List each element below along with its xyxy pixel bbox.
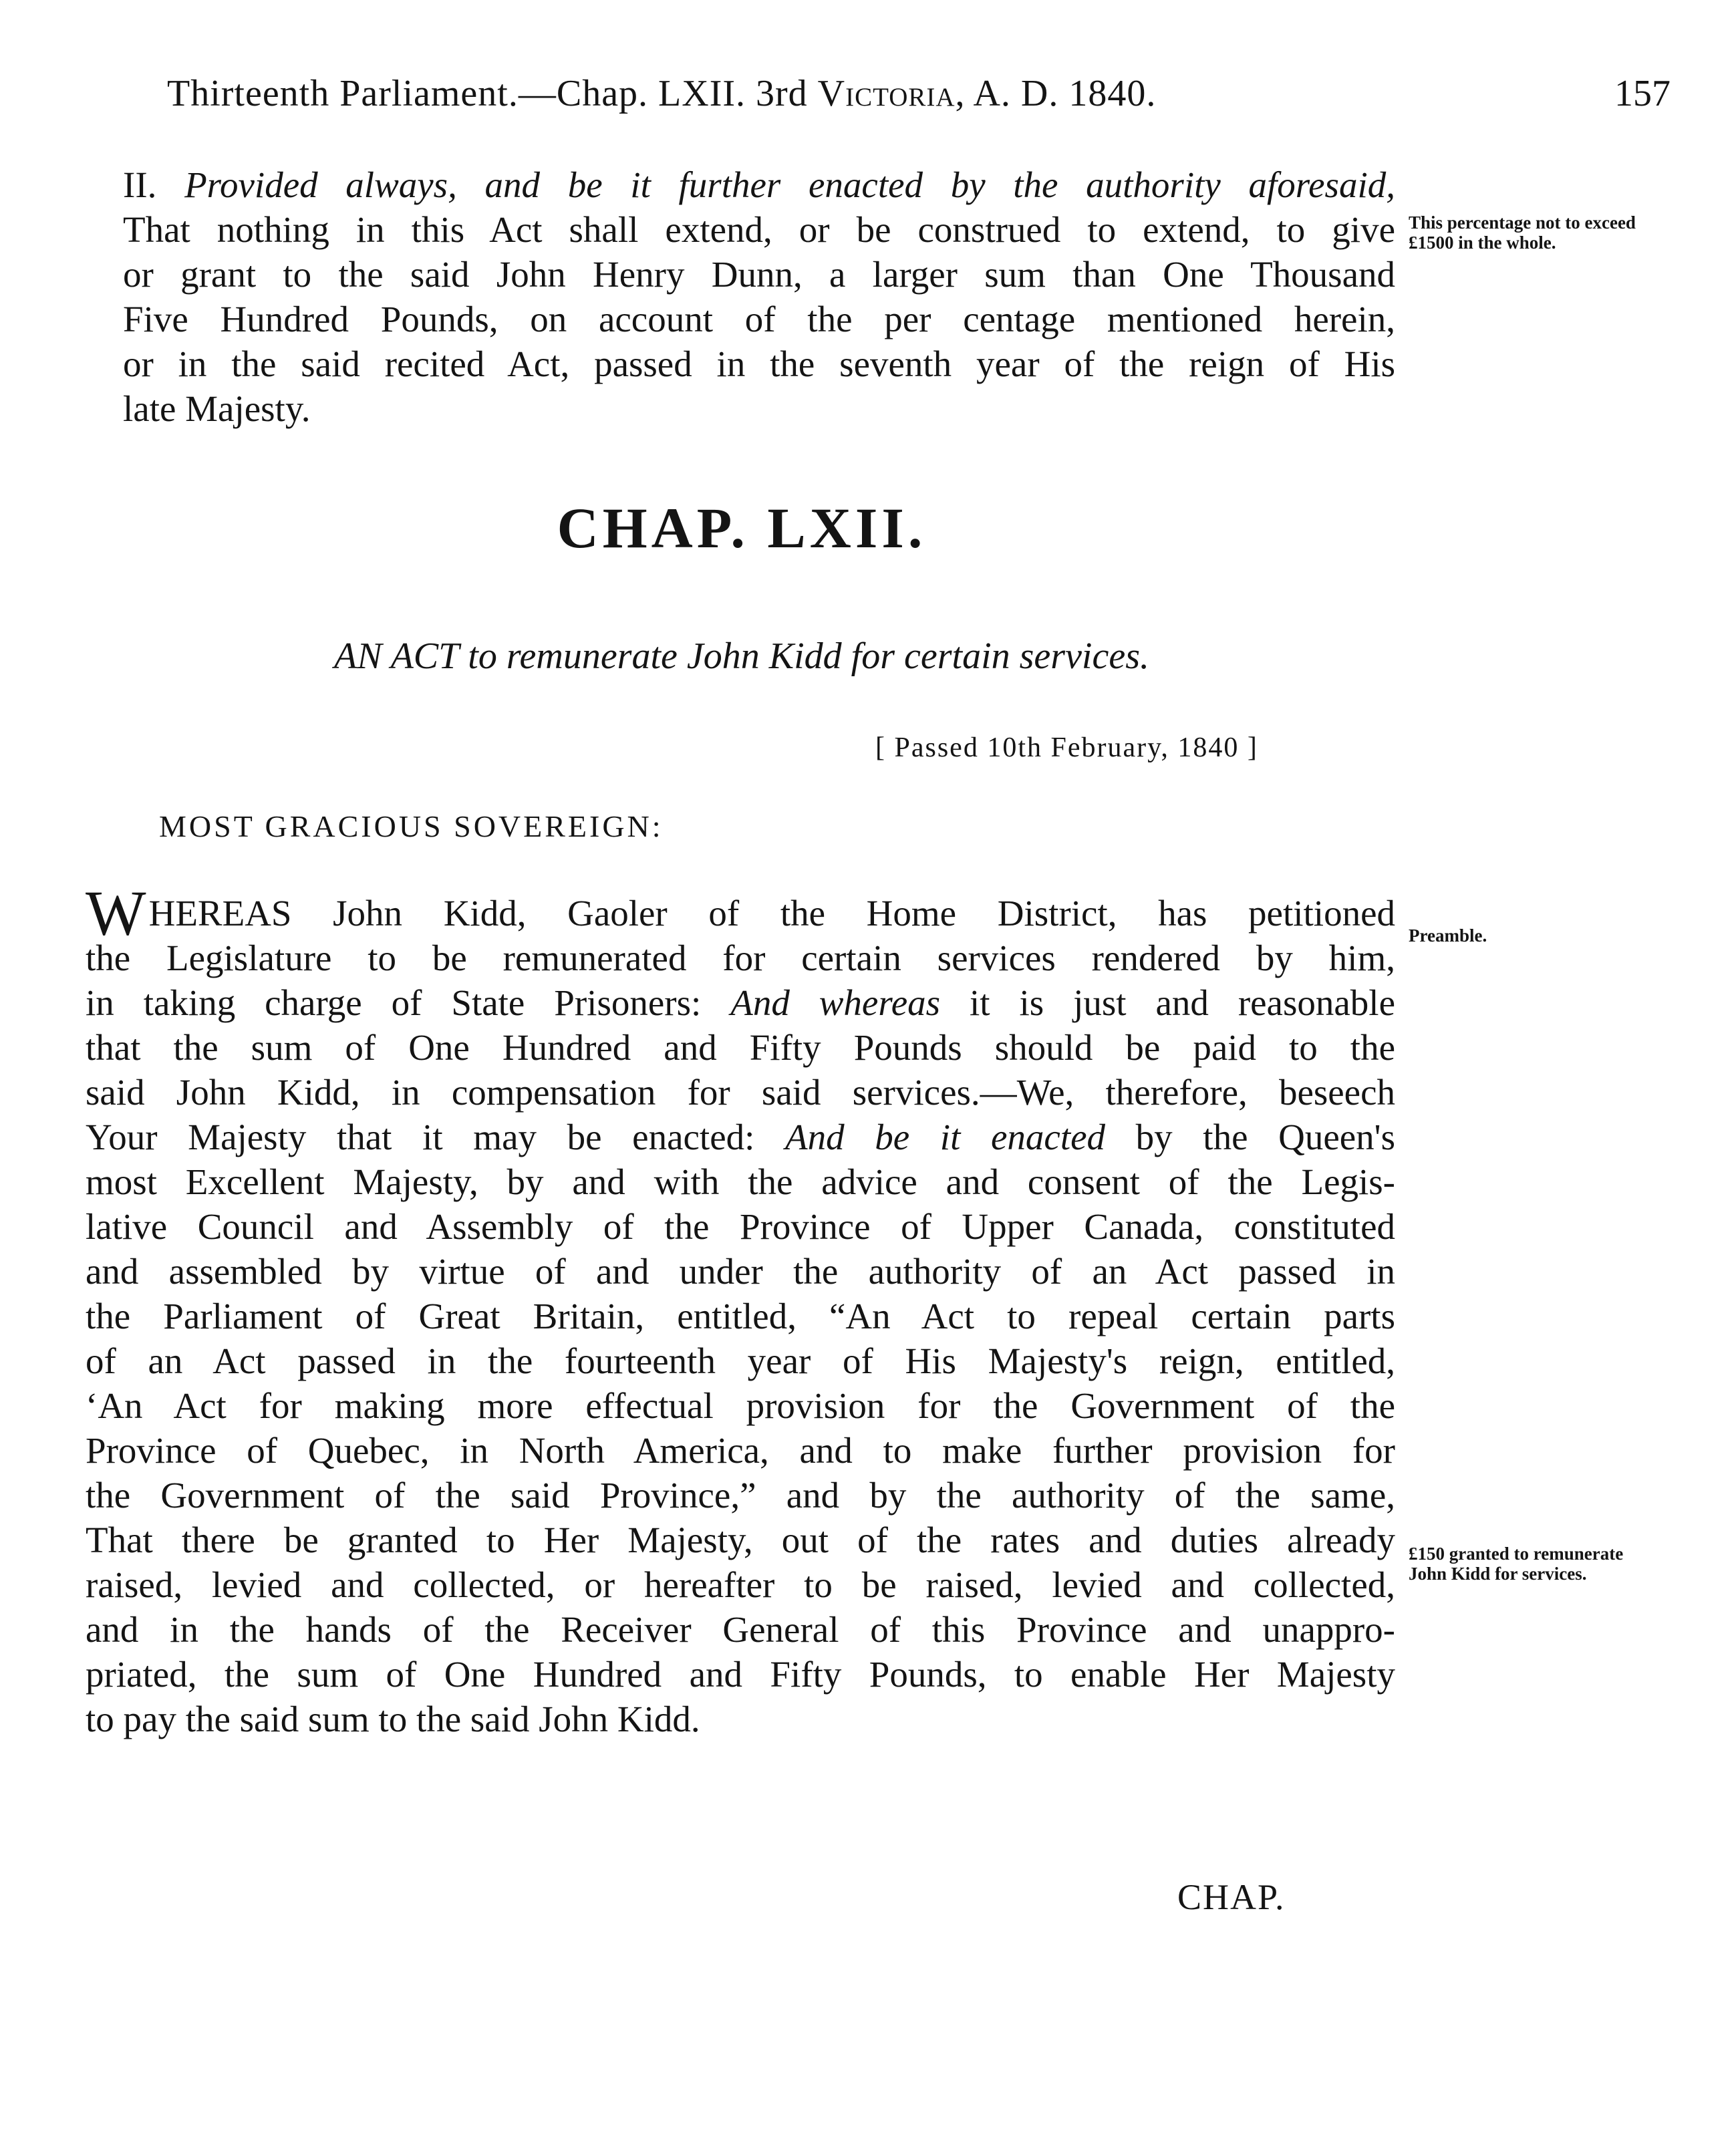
margin-note-grant: £150 granted to remunerate John Kidd for services.	[1409, 1544, 1624, 1584]
whereas-line: Province of Quebec, in North America, and to make further provision for	[86, 1430, 1395, 1471]
whereas-line-1-text: HEREAS John Kidd, Gaoler of the Home District, has petitioned	[148, 893, 1395, 934]
page-number: 157	[1614, 73, 1671, 114]
section-ii-line: or in the said recited Act, passed in the seventh year of the reign of His	[123, 343, 1395, 384]
whereas-line: priated, the sum of One Hundred and Fifty Pounds, to enable Her Majesty	[86, 1654, 1395, 1695]
margin-note-preamble: Preamble.	[1409, 925, 1487, 946]
section-ii-line: That nothing in this Act shall extend, or be construed to extend, to give	[123, 209, 1395, 250]
running-title-small-caps: Victoria	[817, 73, 956, 114]
section-ii-line: late Majesty.	[123, 388, 311, 429]
whereas-line-1	[86, 891, 1395, 936]
whereas-line: Your Majesty that it may be enacted: And be it enacted by the Queen's	[86, 1117, 1395, 1157]
running-title-prefix: Thirteenth Parliament.—Chap. LXII. 3rd	[167, 73, 818, 114]
whereas-line: the Parliament of Great Britain, entitled, “An Act to repeal certain parts	[86, 1296, 1395, 1336]
running-title-suffix: , A. D. 1840.	[955, 73, 1157, 114]
italic-phrase: And be it enacted	[785, 1117, 1106, 1157]
section-ii-line: or grant to the said John Henry Dunn, a larger sum than One Thousand	[123, 254, 1395, 295]
whereas-line: that the sum of One Hundred and Fifty Pounds should be paid to the	[86, 1027, 1395, 1068]
catchword: CHAP.	[1177, 1877, 1286, 1917]
running-header	[167, 72, 1671, 132]
passed-date: [ Passed 10th February, 1840 ]	[875, 732, 1258, 763]
salutation: MOST GRACIOUS SOVEREIGN:	[159, 809, 664, 843]
whereas-line: to pay the said sum to the said John Kidd.	[86, 1699, 700, 1739]
section-ii-line-1: II. Provided always, and be it further enacted by the authority aforesaid,	[123, 164, 1395, 205]
whereas-line: most Excellent Majesty, by and with the advice and consent of the Legis-	[86, 1161, 1395, 1202]
whereas-line: and assembled by virtue of and under the authority of an Act passed in	[86, 1251, 1395, 1292]
margin-note-percentage: This percentage not to exceed £1500 in the whole.	[1409, 212, 1636, 253]
whereas-line: That there be granted to Her Majesty, out of the rates and duties already	[86, 1520, 1395, 1560]
whereas-line: lative Council and Assembly of the Province of Upper Canada, constituted	[86, 1206, 1395, 1247]
act-title: AN ACT to remunerate John Kidd for certain services.	[334, 635, 1149, 677]
running-title	[167, 72, 1156, 115]
whereas-line: in taking charge of State Prisoners: And whereas it is just and reasonable	[86, 982, 1395, 1023]
whereas-line: the Legislature to be remunerated for certain services rendered by him,	[86, 938, 1395, 978]
whereas-line: and in the hands of the Receiver General of this Province and unappro-	[86, 1609, 1395, 1650]
whereas-line: raised, levied and collected, or hereafter to be raised, levied and collected,	[86, 1564, 1395, 1605]
whereas-line: said John Kidd, in compensation for said services.—We, therefore, beseech	[86, 1072, 1395, 1113]
chapter-heading: CHAP. LXII.	[557, 496, 927, 560]
whereas-line: of an Act passed in the fourteenth year of His Majesty's reign, entitled,	[86, 1340, 1395, 1381]
whereas-line: the Government of the said Province,” and by the authority of the same,	[86, 1475, 1395, 1516]
section-ii-paragraph	[86, 162, 1395, 431]
whereas-line: ‘An Act for making more effectual provision for the Government of the	[86, 1385, 1395, 1426]
section-ii-enacting-clause: Provided always, and be it further enacted by the authority aforesaid,	[184, 164, 1395, 205]
whereas-paragraph	[86, 891, 1395, 1741]
italic-phrase: And whereas	[730, 982, 941, 1023]
section-ii-line: Five Hundred Pounds, on account of the per centage mentioned herein,	[123, 299, 1395, 339]
drop-cap: W	[86, 891, 146, 936]
